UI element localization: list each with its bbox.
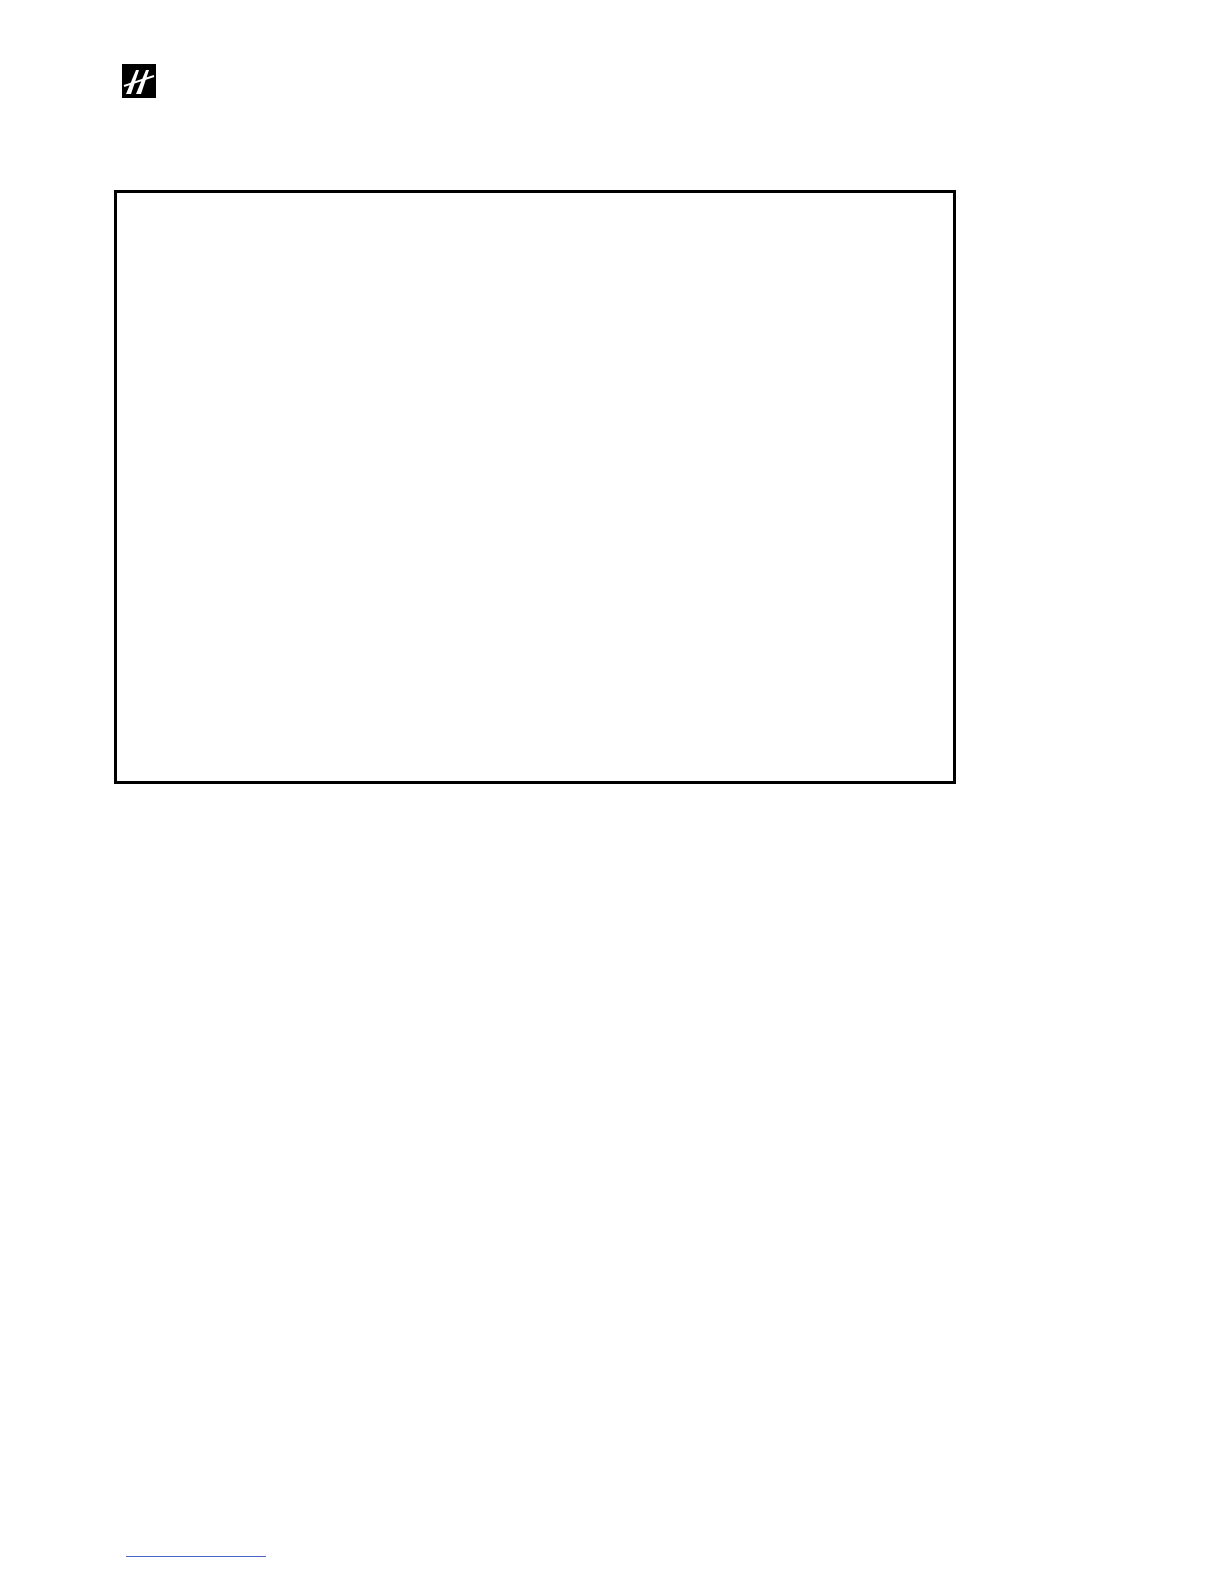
footer-rule	[126, 1556, 266, 1557]
littelfuse-emblem-icon	[122, 64, 156, 98]
littelfuse-startco-logo	[122, 62, 282, 124]
wiring-diagram-frame	[114, 190, 956, 784]
wye-delta-wiring-diagram	[117, 193, 953, 781]
